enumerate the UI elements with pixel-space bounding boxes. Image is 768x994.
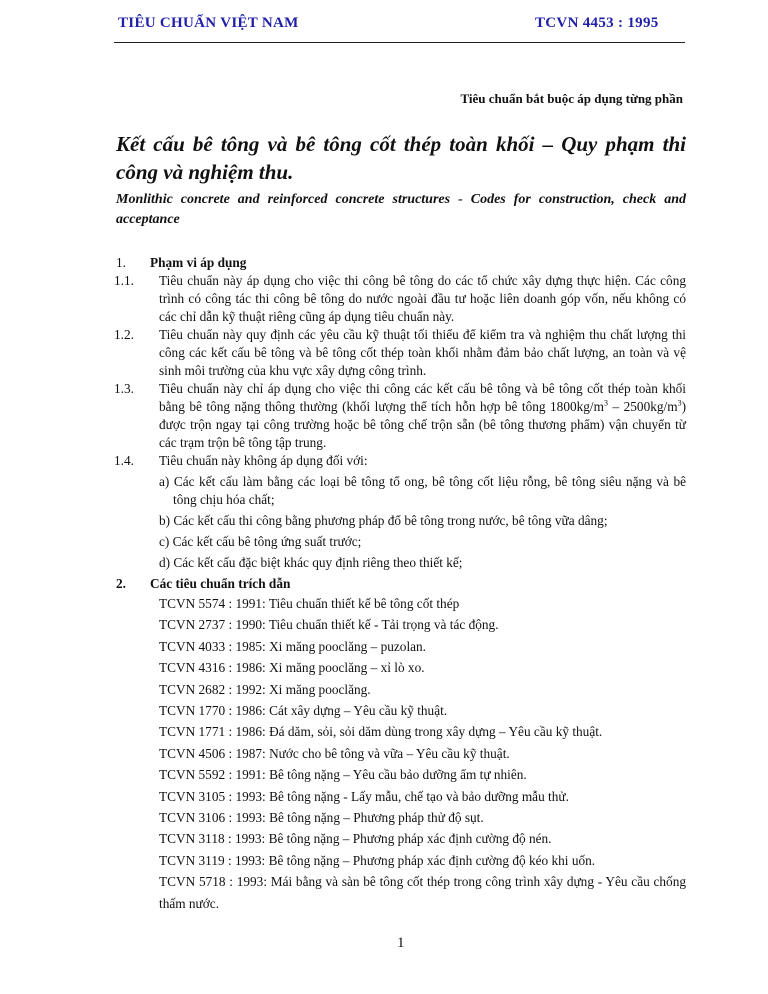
reference-item [116,700,686,721]
reference-item [116,786,686,807]
reference-item [116,721,686,742]
section-number: 2. [116,576,126,591]
reference-text: TCVN 3106 : 1993: Bê tông nặng – Phương pháp thử độ sụt. [159,810,484,826]
reference-item [116,614,686,635]
document-title: Kết cấu bê tông và bê tông cốt thép toàn khối – Quy phạm thi công và nghiệm thu. [116,132,686,184]
reference-item [116,743,686,764]
clause-number: 1.1. [114,273,134,288]
reference-item [116,828,686,849]
reference-item [116,850,686,871]
header-divider [114,42,685,43]
reference-item [116,764,686,785]
list-item: b) Các kết cấu thi công bằng phương pháp đổ bê tông trong nước, bê tông vữa dâng; [159,513,608,528]
page-number: 1 [397,935,405,951]
reference-text: TCVN 3119 : 1993: Bê tông nặng – Phương pháp xác định cường độ kéo khi uốn. [159,852,596,868]
section-number: 1. [116,255,126,270]
reference-item [116,871,686,914]
reference-text: TCVN 5574 : 1991: Tiêu chuẩn thiết kế bê tông cốt thép [159,596,460,611]
header-standard-code: TCVN 4453 : 1995 [535,15,659,31]
reference-item [116,593,686,614]
section-heading [116,575,686,593]
list-item: a) Các kết cấu làm bằng các loại bê tông tổ ong, bê tông cốt liệu rỗng, bê tông siêu nặng và bê tông chịu hóa chất; [159,474,686,507]
clause-text: Tiêu chuẩn này áp dụng cho việc thi công bê tông do các tổ chức xây dựng thực hiện. Các công trình có công tác thi công bê tông do nước ngoài đầu tư hoặc liên doanh góp vốn, nếu không có các chỉ dẫn kỹ thuật riêng cũng áp dụng tiêu chuẩn này. [159,273,686,324]
reference-text: TCVN 1771 : 1986: Đá dăm, sỏi, sỏi dăm dùng trong xây dựng – Yêu cầu kỹ thuật. [159,724,603,740]
clause-text: Tiêu chuẩn này không áp dụng đối với: [159,453,368,468]
reference-item [116,657,686,678]
document-subtitle: Tiêu chuẩn bắt buộc áp dụng từng phần [460,91,683,106]
reference-item [116,679,686,700]
clause-number: 1.4. [114,453,134,468]
header-standard-label: TIÊU CHUẨN VIỆT NAM [118,15,299,31]
reference-text: TCVN 5718 : 1993: Mái bằng và sàn bê tông cốt thép trong công trình xây dựng - Yêu cầu chống thấm nước. [159,874,686,911]
clause-number: 1.3. [114,381,134,396]
reference-text: TCVN 2737 : 1990: Tiêu chuẩn thiết kế - Tải trọng và tác động. [159,617,499,633]
reference-text: TCVN 4506 : 1987: Nước cho bê tông và vữa – Yêu cầu kỹ thuật. [159,745,510,761]
list-item: d) Các kết cấu đặc biệt khác quy định riêng theo thiết kế; [159,555,463,570]
reference-text: TCVN 5592 : 1991: Bê tông nặng – Yêu cầu bảo dưỡng ẩm tự nhiên. [159,767,527,783]
section-heading [116,254,686,272]
section-title: Các tiêu chuẩn trích dẫn [150,576,291,591]
reference-text: TCVN 2682 : 1992: Xi măng pooclăng. [159,681,371,697]
document-body [116,254,686,914]
reference-text: TCVN 4033 : 1985: Xi măng pooclăng – puzolan. [159,638,427,654]
reference-item [116,807,686,828]
clause [116,272,686,326]
reference-text: TCVN 3118 : 1993: Bê tông nặng – Phương pháp xác định cường độ nén. [159,831,552,847]
reference-text: TCVN 1770 : 1986: Cát xây dựng – Yêu cầu kỹ thuật. [159,703,448,719]
section-title: Phạm vi áp dụng [150,255,247,270]
clause-text: Tiêu chuẩn này quy định các yêu cầu kỹ thuật tối thiểu để kiểm tra và nghiệm thu chất lượng thi công các kết cấu bê tông và bê tông cốt thép toàn khối nhằm đảm bảo chất lượng, an toàn và vệ sinh môi trường của khu vực xây dựng công trình. [159,327,686,378]
list-item: c) Các kết cấu bê tông ứng suất trước; [159,534,362,549]
clause [116,326,686,380]
document-title-english: Monlithic concrete and reinforced concrete structures - Codes for construction, check and acceptance [116,192,686,227]
reference-text: TCVN 3105 : 1993: Bê tông nặng - Lấy mẫu, chế tạo và bảo dưỡng mẫu thử. [159,788,569,804]
reference-list [116,593,686,914]
clause-number: 1.2. [114,327,134,342]
clause-text: Tiêu chuẩn này chỉ áp dụng cho việc thi công các kết cấu bê tông và bê tông cốt thép toàn khối bằng bê tông nặng thông thường (khối lượng thể tích hỗn hợp bê tông $1800kg/m^3 - 2500kg/m^3$) được trộn ngay tại công trường hoặc bê tông chế trộn sẵn (bê tông thương phẩm) vận chuyển từ các trạm trộn bê tông tập trung. [159,381,686,450]
reference-text: TCVN 4316 : 1986: Xi măng pooclăng – xỉ lò xo. [159,660,425,676]
clause [116,380,686,452]
clause [116,452,686,470]
reference-item [116,636,686,657]
